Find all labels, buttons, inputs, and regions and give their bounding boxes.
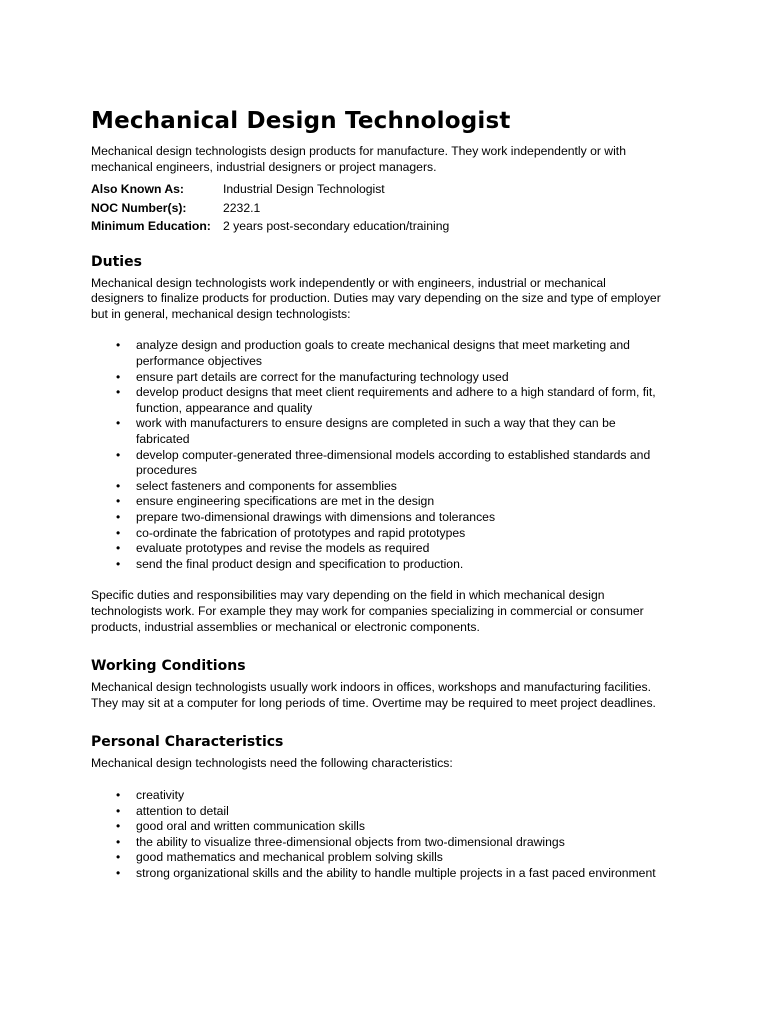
fact-label: Also Known As: [91,182,184,197]
list-item: • co-ordinate the fabrication of prototypes and rapid prototypes [91,526,661,542]
duties-section [91,253,661,635]
facts-table [91,180,661,236]
list-item: • prepare two-dimensional drawings with dimensions and tolerances [91,510,661,526]
fact-row-also-known-as [91,180,661,199]
list-item: • evaluate prototypes and revise the models as required [91,541,661,557]
list-item: • the ability to visualize three-dimensional objects from two-dimensional drawings [91,835,661,851]
list-item: • work with manufacturers to ensure designs are completed in such a way that they can be fabricated [91,416,661,447]
list-item: • strong organizational skills and the ability to handle multiple projects in a fast paced environment [91,866,661,882]
personal-characteristics-heading: Personal Characteristics [91,734,284,751]
list-item: • good oral and written communication skills [91,819,661,835]
list-item: • creativity [91,788,661,804]
intro-paragraph: Mechanical design technologists design products for manufacture. They work independently or with mechanical engineers, industrial designers or project managers. [91,144,626,174]
fact-value: Industrial Design Technologist [223,182,385,197]
working-conditions-heading: Working Conditions [91,658,246,675]
list-item: • attention to detail [91,804,661,820]
list-item: • ensure engineering specifications are met in the design [91,494,661,510]
personal-characteristics-list [91,788,661,882]
page-title: Mechanical Design Technologist [91,108,511,134]
duties-list [91,338,661,572]
list-item: • good mathematics and mechanical problem solving skills [91,850,661,866]
working-conditions-section [91,657,661,711]
list-item: • select fasteners and components for assemblies [91,479,661,495]
duties-heading: Duties [91,253,142,270]
fact-value: 2 years post-secondary education/training [223,219,450,234]
list-item: • ensure part details are correct for the manufacturing technology used [91,370,661,386]
document-content [91,106,661,882]
list-item: • develop computer-generated three-dimensional models according to established standards and procedures [91,448,661,479]
duties-outro: Specific duties and responsibilities may vary depending on the field in which mechanical design technologists work. For example they may work for companies specializing in commercial or consumer products, industrial assemblies or mechanical or electronic components. [91,588,644,634]
working-conditions-text: Mechanical design technologists usually work indoors in offices, workshops and manufacturing facilities. They may sit at a computer for long periods of time. Overtime may be required to meet project deadlines. [91,680,656,710]
duties-intro: Mechanical design technologists work independently or with engineers, industrial or mechanical designers to finalize products for production. Duties may vary depending on the size and type of employer but in general, mechanical design technologists: [91,275,661,321]
list-item: • develop product designs that meet client requirements and adhere to a high standard of form, fit, function, appearance and quality [91,385,661,416]
fact-label: Minimum Education: [91,219,211,234]
fact-row-noc-number [91,199,661,218]
fact-row-minimum-education [91,217,661,236]
list-item: • send the final product design and specification to production. [91,557,661,573]
fact-value: 2232.1 [223,200,261,215]
list-item: • analyze design and production goals to create mechanical designs that meet marketing and performance objectives [91,338,661,369]
personal-characteristics-intro: Mechanical design technologists need the following characteristics: [91,756,453,771]
personal-characteristics-section [91,733,661,881]
fact-label: NOC Number(s): [91,200,187,215]
